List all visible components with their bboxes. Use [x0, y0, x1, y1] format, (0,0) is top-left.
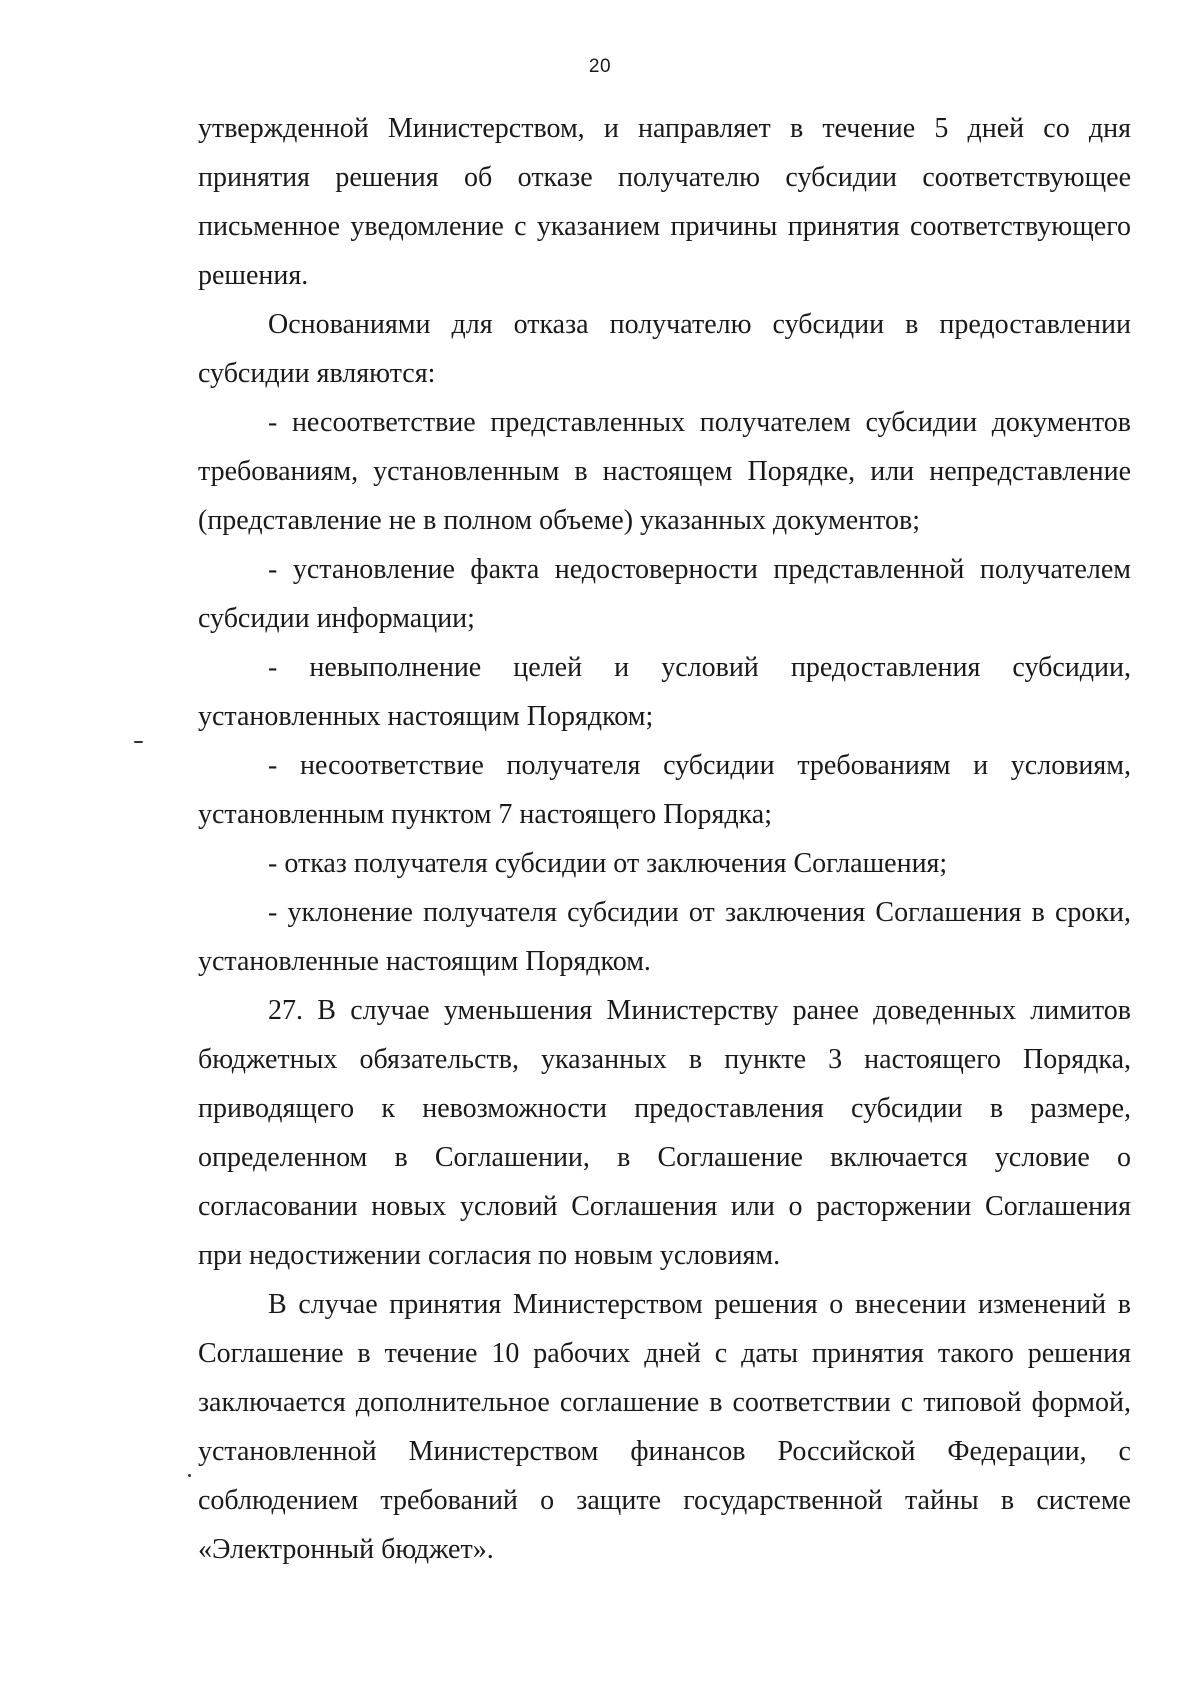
paragraph-item-27: 27. В случае уменьшения Министерству ранее доведенных лимитов бюджетных обязательств, указанных в пункте 3 настоящего Порядка, приводящего к невозможности предоставления субсидии в размере, определенном в Соглашении, в Соглашение включается условие о согласовании новых условий Соглашения или о расторжении Соглашения при недостижении согласия по новым условиям.	[198, 995, 1131, 1271]
list-item-refusal: - отказ получателя субсидии от заключения Соглашения;	[268, 848, 948, 879]
list-item-evasion: - уклонение получателя субсидии от заключения Соглашения в сроки, установленные настоящим Порядком.	[198, 897, 1131, 977]
page-number: 20	[588, 56, 612, 77]
scan-mark	[134, 741, 143, 743]
paragraph-grounds-intro: Основаниями для отказа получателю субсидии в предоставлении субсидии являются:	[198, 309, 1131, 389]
paragraph-amendments: В случае принятия Министерством решения о внесении изменений в Соглашение в течение 10 рабочих дней с даты принятия такого решения заключается дополнительное соглашение в соответствии с типовой формой, установленной Министерством финансов Российской Федерации, с соблюдением требований о защите государственной тайны в системе «Электронный бюджет».	[198, 1289, 1131, 1565]
scan-dot	[188, 1474, 191, 1477]
list-item-documents-mismatch: - несоответствие представленных получателем субсидии документов требованиям, установленным в настоящем Порядке, или непредставление (представление не в полном объеме) указанных документов;	[198, 407, 1131, 536]
list-item-false-information: - установление факта недостоверности представленной получателем субсидии информации;	[198, 554, 1131, 634]
paragraph-continuation: утвержденной Министерством, и направляет в течение 5 дней со дня принятия решения об отказе получателю субсидии соответствующее письменное уведомление с указанием причины принятия соответствующего решения.	[198, 113, 1131, 291]
document-body	[198, 104, 1131, 1574]
list-item-goals-not-met: - невыполнение целей и условий предоставления субсидии, установленных настоящим Порядком;	[198, 652, 1131, 732]
list-item-recipient-mismatch: - несоответствие получателя субсидии требованиям и условиям, установленным пунктом 7 настоящего Порядка;	[198, 750, 1131, 830]
